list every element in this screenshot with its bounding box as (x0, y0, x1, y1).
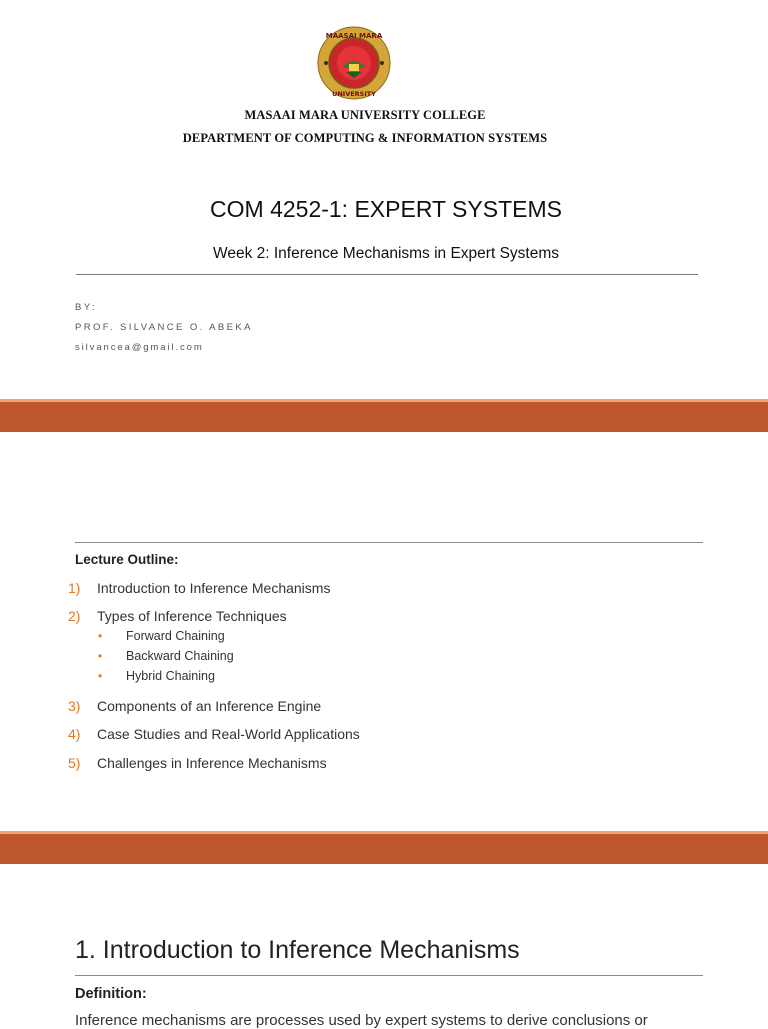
outline-number: 2) (68, 608, 81, 624)
outline-subitem: Backward Chaining (126, 649, 234, 663)
logo-text-bottom: UNIVERSITY (332, 90, 376, 98)
outline-item: Introduction to Inference Mechanisms (97, 580, 331, 596)
page-separator-band (0, 402, 768, 432)
outline-number: 4) (68, 726, 81, 742)
outline-divider (75, 542, 703, 543)
section-divider (75, 975, 703, 976)
outline-item: Case Studies and Real-World Applications (97, 726, 360, 742)
sub-bullet: • (98, 629, 103, 643)
definition-label: Definition: (75, 986, 147, 1002)
author-email: silvancea@gmail.com (75, 342, 204, 353)
outline-number: 5) (68, 755, 81, 771)
author-name: PROF. SILVANCE O. ABEKA (75, 322, 253, 333)
sub-bullet: • (98, 649, 103, 663)
outline-number: 1) (68, 580, 81, 596)
outline-subitem: Hybrid Chaining (126, 669, 215, 683)
outline-number: 3) (68, 698, 81, 714)
institution-name: MASAAI MARA UNIVERSITY COLLEGE (244, 108, 486, 122)
logo-text-top: MAASAI MARA (325, 32, 383, 40)
definition-text: Inference mechanisms are processes used by expert systems to derive conclusions or (75, 1012, 648, 1029)
outline-subitem: Forward Chaining (126, 629, 225, 643)
by-label: BY: (75, 302, 97, 313)
week-title: Week 2: Inference Mechanisms in Expert Systems (212, 245, 560, 262)
section-heading: 1. Introduction to Inference Mechanisms (75, 936, 520, 964)
sub-bullet: • (98, 669, 103, 683)
outline-item: Types of Inference Techniques (97, 608, 287, 624)
department-name: DEPARTMENT OF COMPUTING & INFORMATION SYSTEMS (182, 131, 548, 145)
course-title: COM 4252-1: EXPERT SYSTEMS (210, 196, 562, 222)
outline-item: Components of an Inference Engine (97, 698, 322, 714)
outline-title: Lecture Outline: (75, 552, 179, 567)
university-logo (316, 24, 392, 102)
outline-item: Challenges in Inference Mechanisms (97, 755, 327, 771)
title-divider (76, 274, 698, 275)
page-separator-band (0, 834, 768, 864)
